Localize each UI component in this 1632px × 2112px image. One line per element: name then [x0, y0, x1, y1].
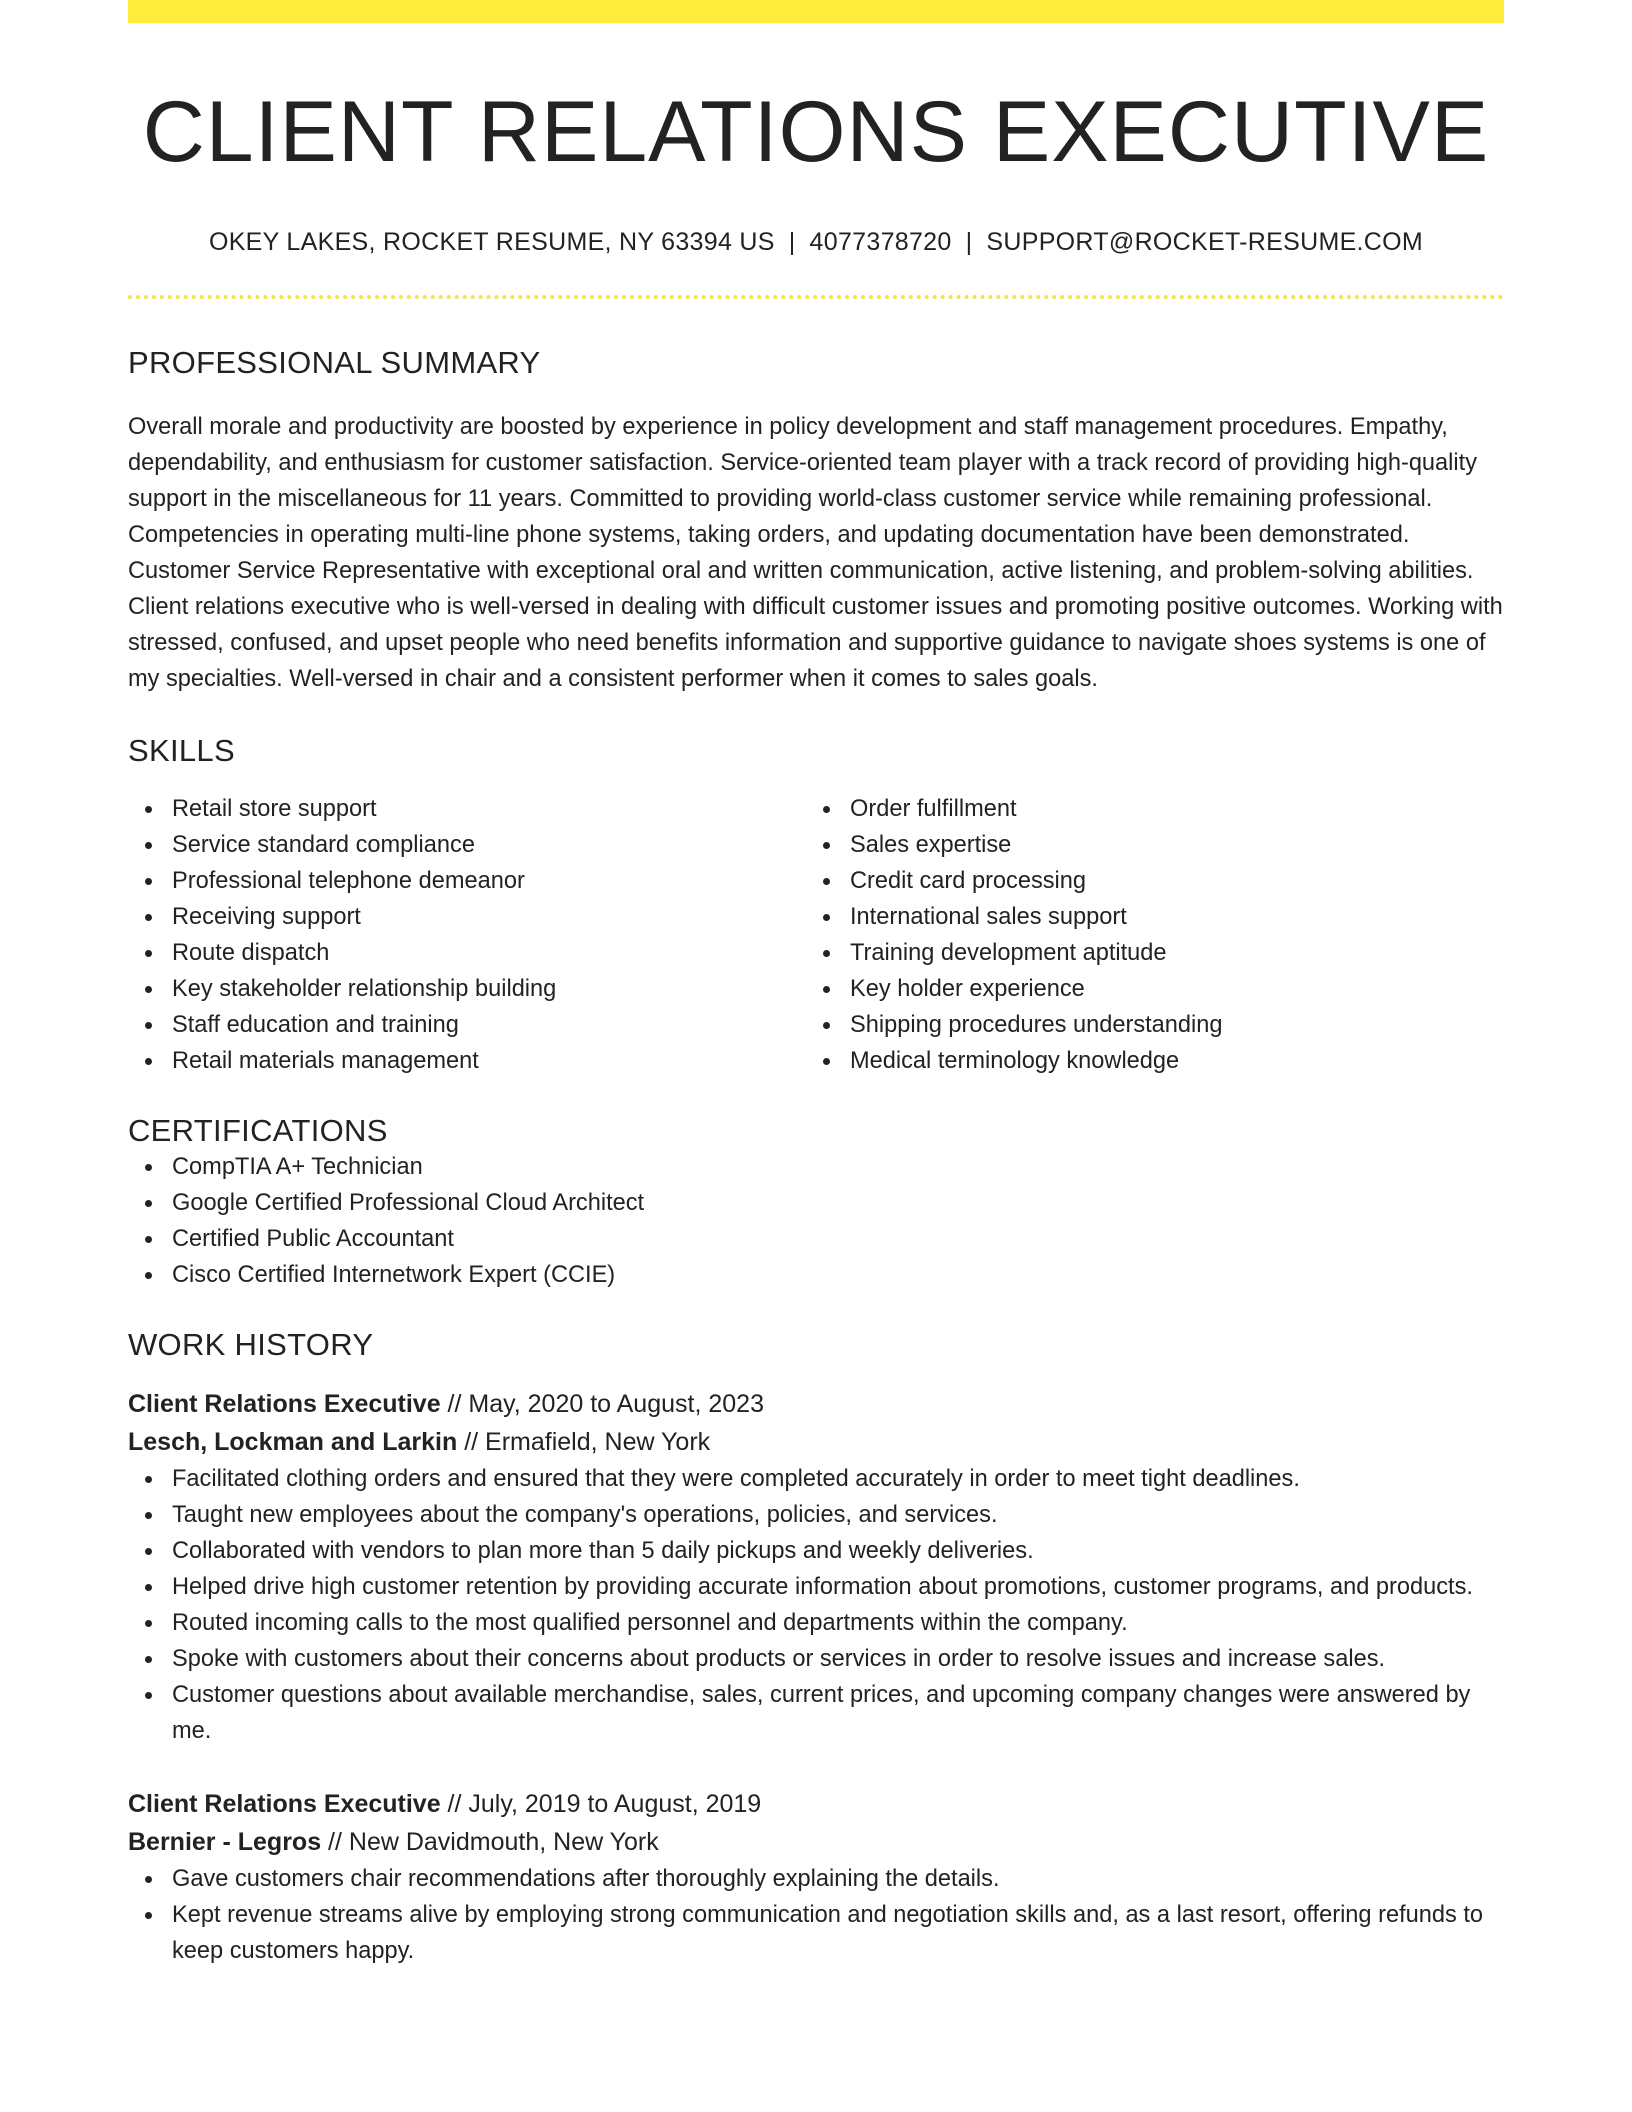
skills-column-left [128, 791, 806, 1079]
section-title-summary: PROFESSIONAL SUMMARY [128, 344, 541, 380]
skill-item: Receiving support [128, 899, 806, 935]
job-duty-item: Helped drive high customer retention by providing accurate information about promotions, customer programs, and products. [128, 1569, 1504, 1605]
certification-item: Certified Public Accountant [128, 1221, 1504, 1257]
contact-separator: | [965, 228, 973, 257]
job-company: Lesch, Lockman and Larkin [128, 1427, 458, 1456]
contact-email: SUPPORT@ROCKET-RESUME.COM [986, 228, 1424, 257]
skill-item: Staff education and training [128, 1007, 806, 1043]
job-location: // Ermafield, New York [457, 1427, 711, 1456]
certification-item: Google Certified Professional Cloud Architect [128, 1185, 1504, 1221]
job-duty-item: Taught new employees about the company's operations, policies, and services. [128, 1497, 1504, 1533]
contact-phone: 4077378720 [809, 228, 952, 257]
skill-item: Key stakeholder relationship building [128, 971, 806, 1007]
certifications-list [128, 1149, 1504, 1293]
job-duty-item: Spoke with customers about their concerns about products or services in order to resolve issues and increase sales. [128, 1641, 1504, 1677]
skill-item: Medical terminology knowledge [806, 1043, 1484, 1079]
contact-separator: | [788, 228, 796, 257]
job-location: // New Davidmouth, New York [321, 1827, 659, 1856]
skill-item: Training development aptitude [806, 935, 1484, 971]
section-title-certifications: CERTIFICATIONS [128, 1112, 388, 1148]
section-title-skills: SKILLS [128, 732, 235, 768]
summary-text: Overall morale and productivity are boosted by experience in policy development and staff management procedures. Empathy, dependability, and enthusiasm for customer satisfaction. Service-oriented team player with a track record of providing high-quality support in the miscellaneous for 11 years. Committed to providing world-class customer service while remaining professional. Competencies in operating multi-line phone systems, taking orders, and updating documentation have been demonstrated. Customer Service Representative with exceptional oral and written communication, active listening, and problem-solving abilities. Client relations executive who is well-versed in dealing with difficult customer issues and promoting positive outcomes. Working with stressed, confused, and upset people who need benefits information and supportive guidance to navigate shoes systems is one of my specialties. Well-versed in chair and a consistent performer when it comes to sales goals. [128, 413, 1503, 692]
job-duties-list [128, 1461, 1504, 1749]
skills-grid [128, 791, 1504, 1079]
job-position: Client Relations Executive [128, 1789, 441, 1818]
skill-item: Shipping procedures understanding [806, 1007, 1484, 1043]
skill-item: Sales expertise [806, 827, 1484, 863]
certifications-section [128, 1113, 1504, 1293]
section-title-work-history: WORK HISTORY [128, 1326, 374, 1362]
job-dates: // July, 2019 to August, 2019 [440, 1789, 762, 1818]
job-duty-item: Customer questions about available merchandise, sales, current prices, and upcoming company changes were answered by me. [128, 1677, 1504, 1749]
dotted-divider [128, 295, 1504, 299]
skill-item: Route dispatch [128, 935, 806, 971]
job-entry [128, 1385, 1504, 1749]
skills-list-right [806, 791, 1484, 1079]
skills-list-left [128, 791, 806, 1079]
job-dates: // May, 2020 to August, 2023 [440, 1389, 764, 1418]
job-company: Bernier - Legros [128, 1827, 322, 1856]
job-entry [128, 1785, 1504, 1969]
job-duties-list [128, 1861, 1504, 1969]
contact-address: OKEY LAKES, ROCKET RESUME, NY 63394 US [208, 228, 775, 257]
job-duty-item: Kept revenue streams alive by employing strong communication and negotiation skills and, as a last resort, offering refunds to keep customers happy. [128, 1897, 1504, 1969]
certification-item: Cisco Certified Internetwork Expert (CCIE) [128, 1257, 1504, 1293]
job-duty-item: Facilitated clothing orders and ensured that they were completed accurately in order to meet tight deadlines. [128, 1461, 1504, 1497]
skill-item: International sales support [806, 899, 1484, 935]
skill-item: Retail materials management [128, 1043, 806, 1079]
skill-item: Professional telephone demeanor [128, 863, 806, 899]
job-duty-item: Gave customers chair recommendations after thoroughly explaining the details. [128, 1861, 1504, 1897]
job-position: Client Relations Executive [128, 1389, 441, 1418]
skill-item: Service standard compliance [128, 827, 806, 863]
job-company-line [128, 1423, 1504, 1461]
accent-top-bar [128, 0, 1504, 23]
skills-section [128, 733, 1504, 1079]
job-title-line [128, 1385, 1504, 1423]
contact-line [128, 226, 1504, 259]
job-duty-item: Collaborated with vendors to plan more than 5 daily pickups and weekly deliveries. [128, 1533, 1504, 1569]
resume-name-title: CLIENT RELATIONS EXECUTIVE [142, 84, 1490, 180]
resume-page [128, 0, 1504, 1969]
professional-summary-section [128, 345, 1504, 697]
skill-item: Key holder experience [806, 971, 1484, 1007]
skill-item: Retail store support [128, 791, 806, 827]
skill-item: Order fulfillment [806, 791, 1484, 827]
skill-item: Credit card processing [806, 863, 1484, 899]
skills-column-right [806, 791, 1484, 1079]
certification-item: CompTIA A+ Technician [128, 1149, 1504, 1185]
job-title-line [128, 1785, 1504, 1823]
job-duty-item: Routed incoming calls to the most qualified personnel and departments within the company. [128, 1605, 1504, 1641]
job-company-line [128, 1823, 1504, 1861]
work-history-section [128, 1327, 1504, 1969]
